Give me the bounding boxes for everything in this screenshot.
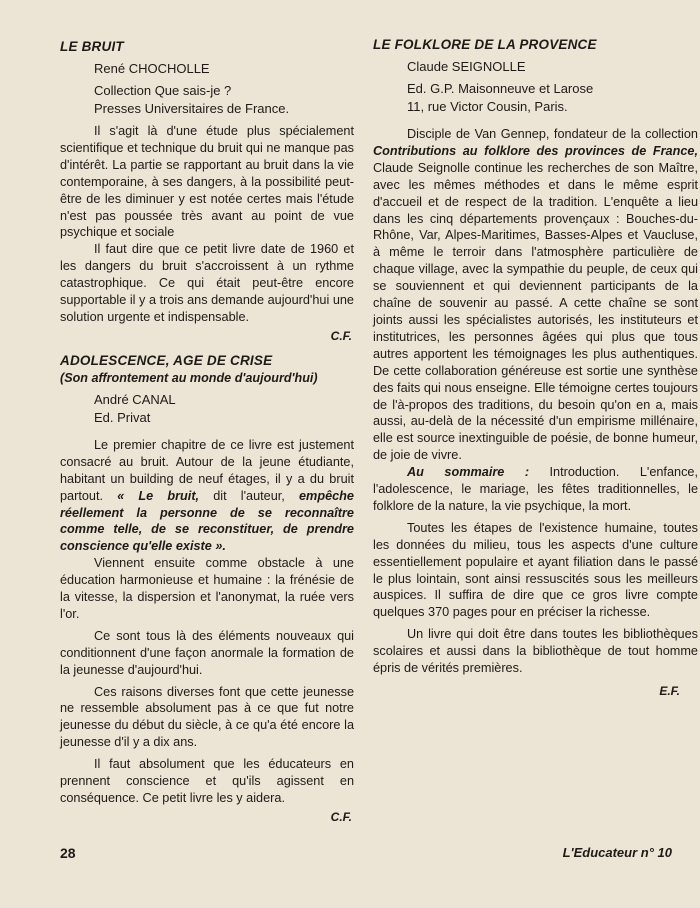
review-author: René CHOCHOLLE — [94, 61, 210, 76]
review-paragraph: Ce sont tous là des éléments nouveaux qui conditionnent d'une façon anormale la formation de la jeunesse d'aujourd'hui. — [60, 628, 354, 677]
review-author: Claude SEIGNOLLE — [407, 59, 526, 74]
review-paragraph: Un livre qui doit être dans toutes les bibliothèques scolaires et aussi dans la bibliothèque de tout homme épris de vérités premières. — [373, 627, 698, 676]
review-paragraph: Disciple de Van Gennep, fondateur de la collection Contributions au folklore des provinces de France, Claude Seignolle continue les recherches de son Maître, avec les mêmes méthodes et dans le même esprit d'accueil et de respect de la tradition. L'enquête a lieu dans les cinq départements provençaux : Bouches-du-Rhône, Var, Alpes-Maritimes, Basses-Alpes et Vaucluse, à même le terroir dans l'atmosphère particulière de chaque village, avec la sympathie du peuple, de ceux qui se souviennent et qui deviennent participants de la chaîne de souvenir au passé. A cette chaîne se sont joints aussi les spécialistes autorisés, les instituteurs et institutrices, les personnes âgées qui plus que tous autres apportent les témoignages les plus authentiques. De cette collaboration généreuse est sortie une synthèse des faits qui nous enseigne. Elle témoigne certes toujours de l'à-propos des traditions, du besoin qu'on en a, mais aussi, au-delà de la nécessité d'un empirisme millénaire, elle est source inextinguible de poésie, de bonne humeur, de joie de vivre. — [373, 127, 698, 463]
review-subtitle: (Son affrontement au monde d'aujourd'hui) — [60, 370, 318, 385]
review-author: André CANAL — [94, 391, 176, 407]
review-le-bruit — [60, 38, 354, 346]
review-publisher-line: Presses Universitaires de France. — [94, 101, 290, 116]
review-signature: C.F. — [330, 809, 352, 824]
review-paragraph: Ces raisons diverses font que cette jeunesse ne ressemble absolument pas à ce que fut notre jeunesse du début du siècle, à ce qu'a été encore la jeunesse d'il y a dix ans. — [60, 684, 354, 750]
review-publisher-line: Collection Que sais-je ? — [94, 83, 232, 98]
review-paragraph: Toutes les étapes de l'existence humaine, toutes les données du milieu, tous les aspects d'une culture essentiellement populaire et ayant filiation dans le passé le plus lointain, sont ainsi ressuscités sous les meilleurs auspices. Il suffira de dire que ce gros livre compte quelques 370 pages pour en préciser la richesse. — [373, 520, 698, 620]
review-folklore-provence — [373, 36, 698, 701]
journal-title: L'Educateur n° 10 — [562, 845, 672, 860]
review-signature: E.F. — [659, 684, 680, 698]
review-paragraph: Il s'agit là d'une étude plus spécialement scientifique et technique du bruit qui ne manque pas d'intérêt. La partie se rapportant au bruit dans la vie contemporaine, à ses dangers, à la possibilité peut-être de les diminuer y est notée certes mais l'étude n'est pas poussée très avant au point de vue psychique et sociale — [60, 124, 354, 240]
right-column — [373, 36, 698, 701]
review-title: LE FOLKLORE DE LA PROVENCE — [373, 37, 597, 52]
review-title: LE BRUIT — [60, 39, 124, 54]
review-publisher-line: Ed. G.P. Maisonneuve et Larose — [407, 81, 594, 96]
review-publisher-line: 11, rue Victor Cousin, Paris. — [407, 99, 568, 114]
review-paragraph: Viennent ensuite comme obstacle à une éducation harmonieuse et humaine : la frénésie de la vitesse, la dispersion et l'anonymat, la ruée vers l'or. — [60, 556, 354, 621]
left-column — [60, 34, 354, 827]
review-publisher-line: Ed. Privat — [94, 409, 151, 425]
review-paragraph: Au sommaire : Introduction. L'enfance, l'adolescence, le mariage, les fêtes traditionnelles, le folklore de la nature, la vie psychique, la mort. — [373, 465, 698, 513]
review-paragraph: Il faut absolument que les éducateurs en prennent conscience et qu'ils agissent en conséquence. Ce petit livre les y aidera. — [60, 757, 354, 805]
review-paragraph: Il faut dire que ce petit livre date de 1960 et les dangers du bruit s'accroissent à un rythme catastrophique. Ce qui était peut-être encore supportable il y a trois ans demande aujourd'hui une solution urgente et indispensable. — [60, 242, 354, 324]
review-paragraph: Le premier chapitre de ce livre est justement consacré au bruit. Autour de la jeune étudiante, habitant un building de neuf étages, il y a du bruit partout. « Le bruit, dit l'auteur, empêche réellement la personne de se reconnaître comme telle, de se reconstituer, de prendre conscience qu'elle existe ». — [60, 437, 354, 554]
page-number: 28 — [60, 845, 76, 861]
review-adolescence — [60, 352, 354, 827]
review-title: ADOLESCENCE, AGE DE CRISE — [60, 352, 273, 368]
review-signature: C.F. — [330, 328, 352, 343]
